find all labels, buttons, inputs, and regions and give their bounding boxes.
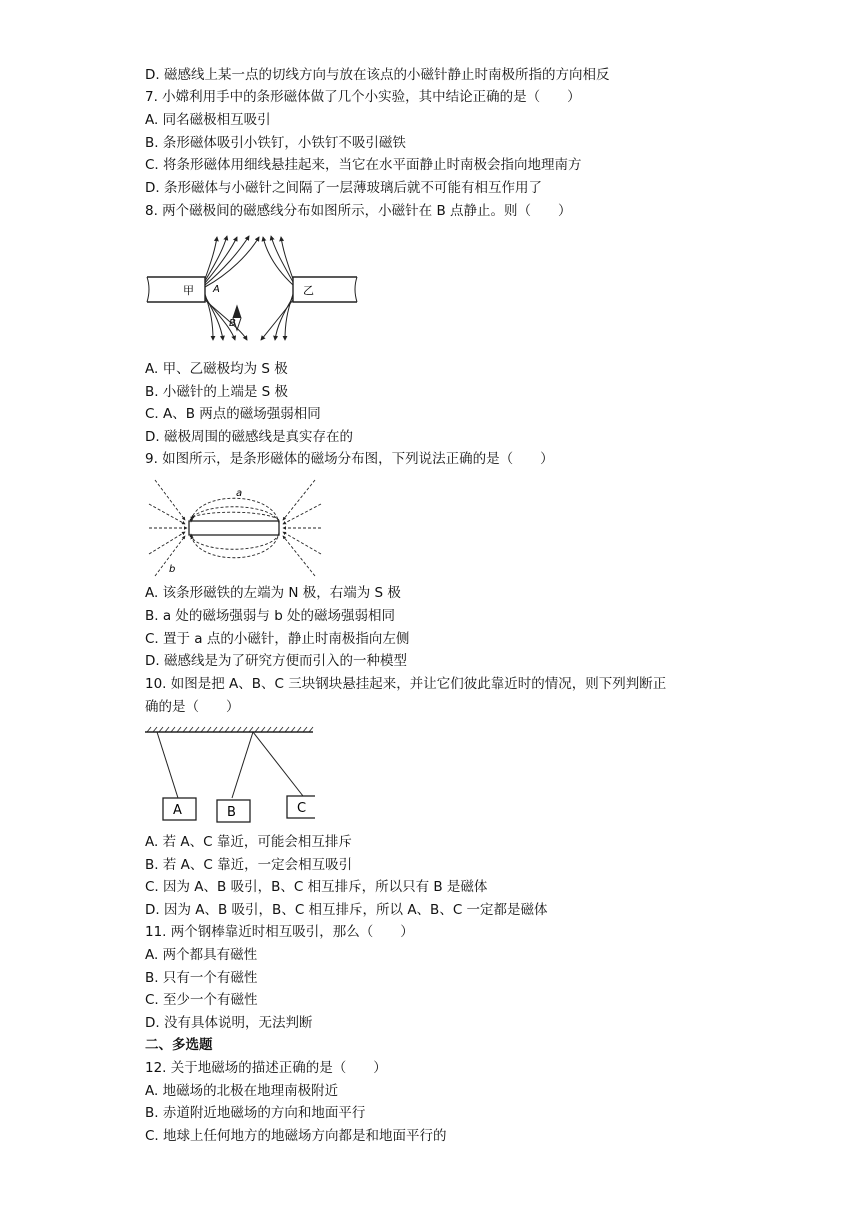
q12-option-c: C. 地球上任何地方的地磁场方向都是和地面平行的: [145, 1128, 447, 1144]
section-heading-multiple-choice: 二、多选题: [145, 1037, 213, 1053]
q8-magnet-field-figure: [145, 232, 360, 344]
q7-option-a: A. 同名磁极相互吸引: [145, 112, 271, 128]
q10-stem-line2: 确的是（ ）: [145, 699, 240, 715]
q8-option-d: D. 磁极周围的磁感线是真实存在的: [145, 429, 353, 445]
q10-option-a: A. 若 A、C 靠近，可能会相互排斥: [145, 834, 352, 850]
q7-stem: 7. 小嫦利用手中的条形磁体做了几个小实验，其中结论正确的是（ ）: [145, 89, 581, 105]
q9-option-d: D. 磁感线是为了研究方便而引入的一种模型: [145, 653, 407, 669]
q8-pole-jia-label: 甲: [183, 284, 194, 297]
q7-option-d: D. 条形磁体与小磁针之间隔了一层薄玻璃后就不可能有相互作用了: [145, 180, 542, 196]
q12-stem: 12. 关于地磁场的描述正确的是（ ）: [145, 1060, 387, 1076]
q8-option-a: A. 甲、乙磁极均为 S 极: [145, 361, 288, 377]
q10-option-d: D. 因为 A、B 吸引，B、C 相互排斥，所以 A、B、C 一定都是磁体: [145, 902, 548, 918]
q10-block-c-label: C: [297, 801, 307, 816]
q9-option-c: C. 置于 a 点的小磁针，静止时南极指向左侧: [145, 631, 410, 647]
q8-pole-yi-label: 乙: [303, 284, 314, 297]
q10-stem-line1: 10. 如图是把 A、B、C 三块钢块悬挂起来，并让它们彼此靠近时的情况，则下列判断正: [145, 676, 667, 692]
q8-point-b-label: B: [229, 318, 236, 329]
q9-option-b: B. a 处的磁场强弱与 b 处的磁场强弱相同: [145, 608, 396, 624]
q10-option-c: C. 因为 A、B 吸引，B、C 相互排斥，所以只有 B 是磁体: [145, 879, 488, 895]
q8-option-b: B. 小磁针的上端是 S 极: [145, 384, 288, 400]
q9-bar-magnet-field-figure: [145, 476, 325, 578]
q11-option-a: A. 两个都具有磁性: [145, 947, 258, 963]
q10-block-a-label: A: [173, 803, 182, 818]
q7-option-c: C. 将条形磁体用细线悬挂起来，当它在水平面静止时南极会指向地理南方: [145, 157, 582, 173]
q8-option-c: C. A、B 两点的磁场强弱相同: [145, 406, 321, 422]
q7-option-b: B. 条形磁体吸引小铁钉，小铁钉不吸引磁铁: [145, 135, 406, 151]
q11-option-c: C. 至少一个有磁性: [145, 992, 258, 1008]
q8-point-a-label: A: [213, 284, 220, 295]
q10-block-b-label: B: [227, 805, 236, 820]
q11-stem: 11. 两个钢棒靠近时相互吸引，那么（ ）: [145, 924, 414, 940]
q6-option-d: D. 磁感线上某一点的切线方向与放在该点的小磁针静止时南极所指的方向相反: [145, 67, 610, 83]
q9-point-a-label: a: [236, 488, 243, 499]
q9-option-a: A. 该条形磁铁的左端为 N 极，右端为 S 极: [145, 585, 401, 601]
q10-hanging-blocks-figure: [145, 726, 315, 826]
q9-stem: 9. 如图所示，是条形磁体的磁场分布图，下列说法正确的是（ ）: [145, 451, 554, 467]
q12-option-a: A. 地磁场的北极在地理南极附近: [145, 1083, 339, 1099]
q9-point-b-label: b: [169, 564, 176, 575]
q10-option-b: B. 若 A、C 靠近，一定会相互吸引: [145, 857, 353, 873]
q11-option-b: B. 只有一个有磁性: [145, 970, 258, 986]
q8-stem: 8. 两个磁极间的磁感线分布如图所示，小磁针在 B 点静止。则（ ）: [145, 203, 572, 219]
q12-option-b: B. 赤道附近地磁场的方向和地面平行: [145, 1105, 366, 1121]
q11-option-d: D. 没有具体说明，无法判断: [145, 1015, 313, 1031]
